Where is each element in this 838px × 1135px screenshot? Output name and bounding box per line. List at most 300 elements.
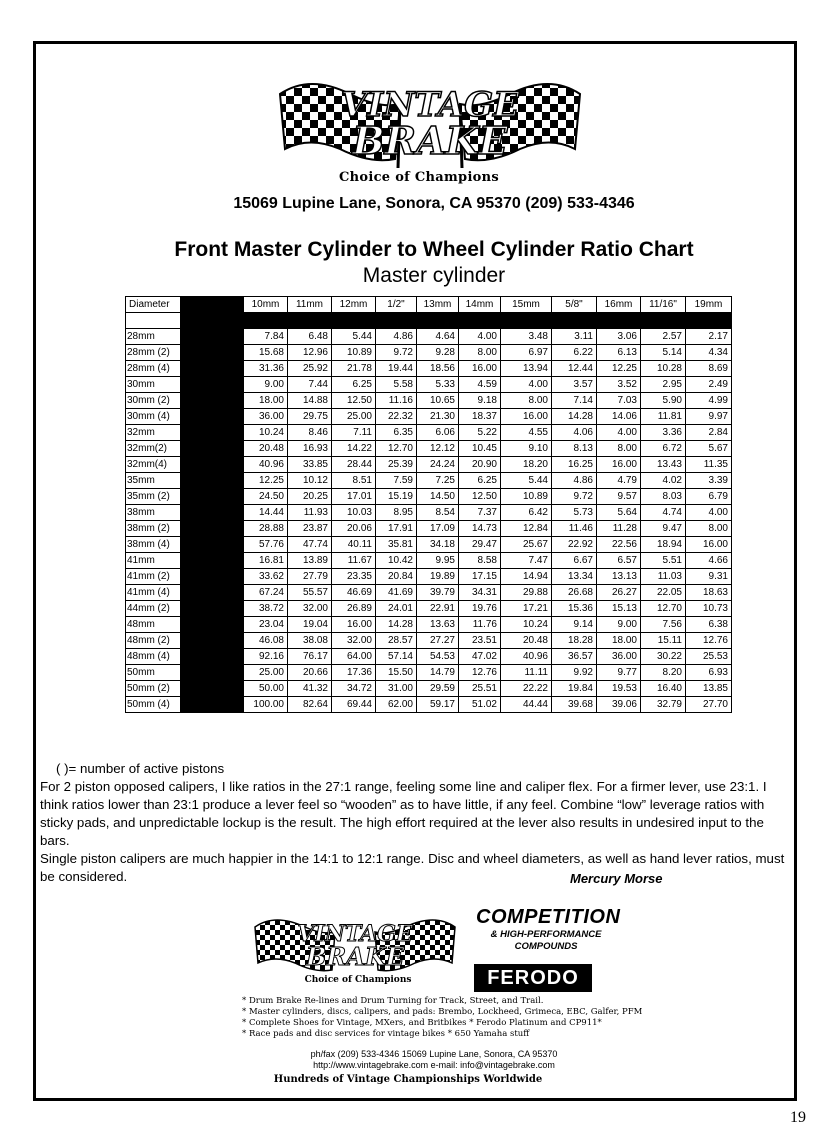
row-label: 30mm (2) <box>126 393 181 409</box>
black-column-cell <box>181 489 244 505</box>
ratio-cell: 10.65 <box>417 393 459 409</box>
row-label: 50mm (4) <box>126 697 181 713</box>
small-logo-tagline: Choice of Champions <box>304 975 412 985</box>
ratio-cell: 11.67 <box>332 553 376 569</box>
chart-title: Front Master Cylinder to Wheel Cylinder Ratio Chart <box>174 238 694 261</box>
ratio-cell: 24.24 <box>417 457 459 473</box>
ratio-cell: 29.59 <box>417 681 459 697</box>
ratio-cell: 32.00 <box>288 601 332 617</box>
ratio-cell: 32.00 <box>332 633 376 649</box>
ratio-cell: 28.44 <box>332 457 376 473</box>
row-label: 41mm <box>126 553 181 569</box>
ratio-cell: 5.67 <box>686 441 732 457</box>
ratio-cell: 16.00 <box>501 409 552 425</box>
ratio-cell: 8.54 <box>417 505 459 521</box>
ratio-cell: 50.00 <box>244 681 288 697</box>
ratio-cell: 5.44 <box>332 329 376 345</box>
ratio-cell: 6.06 <box>417 425 459 441</box>
logo-text-vintage: VINTAGE <box>340 85 520 125</box>
table-row <box>126 457 732 473</box>
table-row <box>126 377 732 393</box>
ratio-cell: 19.04 <box>288 617 332 633</box>
ratio-cell: 4.55 <box>501 425 552 441</box>
ratio-cell: 4.64 <box>417 329 459 345</box>
table-row <box>126 553 732 569</box>
ratio-cell: 12.70 <box>641 601 686 617</box>
ratio-cell: 39.68 <box>552 697 597 713</box>
black-column-cell <box>181 649 244 665</box>
ratio-cell: 14.79 <box>417 665 459 681</box>
table-row <box>126 345 732 361</box>
ratio-cell: 7.03 <box>597 393 641 409</box>
ratio-cell: 100.00 <box>244 697 288 713</box>
ratio-cell: 16.00 <box>332 617 376 633</box>
ratio-cell: 25.00 <box>244 665 288 681</box>
contact-phone-line: ph/fax (209) 533-4346 15069 Lupine Lane, Sonora, CA 95370 <box>310 1049 558 1059</box>
row-label: 38mm <box>126 505 181 521</box>
ratio-cell: 4.66 <box>686 553 732 569</box>
ratio-cell: 20.66 <box>288 665 332 681</box>
small-logo-text-vintage: VINTAGE <box>297 921 413 947</box>
ratio-cell: 21.30 <box>417 409 459 425</box>
table-row <box>126 521 732 537</box>
competition-line-2: COMPOUNDS <box>514 941 578 952</box>
notes-paragraph-2: Single piston calipers are much happier in the 14:1 to 12:1 range. Disc and wheel diameters, as well as hand lever ratios, must be considered. <box>40 851 785 884</box>
row-label: 38mm (4) <box>126 537 181 553</box>
ratio-cell: 12.50 <box>332 393 376 409</box>
ratio-cell: 4.86 <box>552 473 597 489</box>
row-label: 28mm (2) <box>126 345 181 361</box>
ratio-cell: 5.33 <box>417 377 459 393</box>
ratio-cell: 2.84 <box>686 425 732 441</box>
ratio-cell: 27.27 <box>417 633 459 649</box>
black-column-cell <box>181 361 244 377</box>
chart-subtitle: Master cylinder <box>362 264 506 287</box>
ratio-cell: 8.13 <box>552 441 597 457</box>
ratio-cell: 3.06 <box>597 329 641 345</box>
table-row <box>126 617 732 633</box>
ratio-cell: 13.13 <box>597 569 641 585</box>
ratio-cell: 13.43 <box>641 457 686 473</box>
ratio-cell: 44.44 <box>501 697 552 713</box>
ratio-cell: 18.37 <box>459 409 501 425</box>
ratio-cell: 6.48 <box>288 329 332 345</box>
ratio-cell: 25.67 <box>501 537 552 553</box>
ratio-cell: 14.88 <box>288 393 332 409</box>
ratio-cell: 13.34 <box>552 569 597 585</box>
ratio-cell: 40.96 <box>501 649 552 665</box>
table-row <box>126 585 732 601</box>
ratio-cell: 11.81 <box>641 409 686 425</box>
ratio-cell: 9.97 <box>686 409 732 425</box>
ratio-cell: 17.91 <box>376 521 417 537</box>
row-label: 48mm (2) <box>126 633 181 649</box>
ratio-cell: 38.72 <box>244 601 288 617</box>
black-column-cell <box>181 697 244 713</box>
ratio-cell: 4.02 <box>641 473 686 489</box>
ratio-cell: 22.91 <box>417 601 459 617</box>
ratio-cell: 5.64 <box>597 505 641 521</box>
ratio-cell: 8.00 <box>501 393 552 409</box>
black-column-cell <box>181 409 244 425</box>
ratio-cell: 4.00 <box>597 425 641 441</box>
ratio-cell: 6.35 <box>376 425 417 441</box>
column-header: 15mm <box>501 297 552 313</box>
ratio-cell: 10.45 <box>459 441 501 457</box>
ratio-cell: 5.14 <box>641 345 686 361</box>
ratio-cell: 5.73 <box>552 505 597 521</box>
ratio-cell: 4.59 <box>459 377 501 393</box>
ratio-cell: 36.00 <box>597 649 641 665</box>
black-band <box>181 313 732 329</box>
ratio-cell: 24.01 <box>376 601 417 617</box>
ratio-cell: 9.14 <box>552 617 597 633</box>
column-header: 12mm <box>332 297 376 313</box>
ratio-cell: 30.22 <box>641 649 686 665</box>
ratio-cell: 8.58 <box>459 553 501 569</box>
ratio-cell: 7.47 <box>501 553 552 569</box>
contact-web-line: http://www.vintagebrake.com e-mail: info@vintagebrake.com <box>313 1060 555 1070</box>
ratio-cell: 23.87 <box>288 521 332 537</box>
ratio-cell: 5.90 <box>641 393 686 409</box>
ratio-cell: 14.94 <box>501 569 552 585</box>
ratio-cell: 9.00 <box>244 377 288 393</box>
competition-block <box>476 906 621 953</box>
ratio-cell: 12.96 <box>288 345 332 361</box>
service-item: * Drum Brake Re-lines and Drum Turning for Track, Street, and Trail. <box>242 996 544 1006</box>
ratio-cell: 17.21 <box>501 601 552 617</box>
ratio-cell: 25.53 <box>686 649 732 665</box>
black-column-cell <box>181 345 244 361</box>
ratio-cell: 12.70 <box>376 441 417 457</box>
spacer-cell <box>126 313 181 329</box>
black-column-cell <box>181 601 244 617</box>
table-row <box>126 409 732 425</box>
ratio-cell: 14.44 <box>244 505 288 521</box>
ratio-cell: 22.22 <box>501 681 552 697</box>
black-column-cell <box>181 617 244 633</box>
ratio-cell: 17.15 <box>459 569 501 585</box>
ratio-cell: 8.00 <box>597 441 641 457</box>
table-row <box>126 665 732 681</box>
ratio-cell: 9.77 <box>597 665 641 681</box>
ratio-cell: 4.00 <box>459 329 501 345</box>
row-label: 50mm <box>126 665 181 681</box>
ratio-cell: 22.56 <box>597 537 641 553</box>
ratio-cell: 19.89 <box>417 569 459 585</box>
ratio-cell: 16.81 <box>244 553 288 569</box>
ratio-cell: 2.57 <box>641 329 686 345</box>
ratio-cell: 4.00 <box>501 377 552 393</box>
ratio-cell: 13.63 <box>417 617 459 633</box>
ratio-cell: 26.68 <box>552 585 597 601</box>
ratio-cell: 14.22 <box>332 441 376 457</box>
ratio-cell: 4.06 <box>552 425 597 441</box>
ratio-cell: 39.79 <box>417 585 459 601</box>
ratio-cell: 10.24 <box>244 425 288 441</box>
ratio-cell: 11.03 <box>641 569 686 585</box>
ratio-cell: 15.11 <box>641 633 686 649</box>
ratio-cell: 12.12 <box>417 441 459 457</box>
ratio-cell: 10.03 <box>332 505 376 521</box>
ratio-cell: 20.48 <box>244 441 288 457</box>
ratio-cell: 11.11 <box>501 665 552 681</box>
table-row <box>126 569 732 585</box>
ratio-cell: 64.00 <box>332 649 376 665</box>
ratio-cell: 59.17 <box>417 697 459 713</box>
table-row <box>126 601 732 617</box>
ratio-cell: 35.81 <box>376 537 417 553</box>
ratio-cell: 6.57 <box>597 553 641 569</box>
company-address: 15069 Lupine Lane, Sonora, CA 95370 (209) 533-4346 <box>233 195 635 212</box>
ratio-cell: 8.46 <box>288 425 332 441</box>
ratio-cell: 6.13 <box>597 345 641 361</box>
ratio-cell: 18.20 <box>501 457 552 473</box>
column-header: 10mm <box>244 297 288 313</box>
ratio-cell: 9.00 <box>597 617 641 633</box>
black-column-cell <box>181 393 244 409</box>
ratio-cell: 10.12 <box>288 473 332 489</box>
ratio-cell: 12.76 <box>459 665 501 681</box>
ratio-cell: 4.99 <box>686 393 732 409</box>
ratio-cell: 7.84 <box>244 329 288 345</box>
ratio-cell: 20.48 <box>501 633 552 649</box>
ratio-cell: 55.57 <box>288 585 332 601</box>
ratio-cell: 3.57 <box>552 377 597 393</box>
ratio-cell: 4.00 <box>686 505 732 521</box>
table-row <box>126 681 732 697</box>
ratio-cell: 23.51 <box>459 633 501 649</box>
ratio-cell: 34.72 <box>332 681 376 697</box>
ratio-cell: 3.48 <box>501 329 552 345</box>
ratio-cell: 10.89 <box>332 345 376 361</box>
ratio-cell: 20.06 <box>332 521 376 537</box>
ratio-cell: 6.72 <box>641 441 686 457</box>
small-logo-text-brake: BRAKE <box>305 942 405 971</box>
black-column-cell <box>181 521 244 537</box>
ratio-cell: 51.02 <box>459 697 501 713</box>
table-row <box>126 633 732 649</box>
ratio-cell: 76.17 <box>288 649 332 665</box>
ratio-cell: 2.49 <box>686 377 732 393</box>
ratio-cell: 25.51 <box>459 681 501 697</box>
ratio-cell: 4.86 <box>376 329 417 345</box>
ratio-cell: 14.06 <box>597 409 641 425</box>
ratio-cell: 62.00 <box>376 697 417 713</box>
ratio-cell: 22.05 <box>641 585 686 601</box>
column-header: 16mm <box>597 297 641 313</box>
ratio-cell: 47.74 <box>288 537 332 553</box>
ratio-cell: 21.78 <box>332 361 376 377</box>
ratio-cell: 11.93 <box>288 505 332 521</box>
ratio-cell: 33.85 <box>288 457 332 473</box>
ratio-cell: 14.28 <box>376 617 417 633</box>
ratio-cell: 5.22 <box>459 425 501 441</box>
ratio-cell: 8.69 <box>686 361 732 377</box>
ratio-cell: 15.13 <box>597 601 641 617</box>
ferodo-logo: FERODO <box>474 964 592 992</box>
ratio-cell: 20.25 <box>288 489 332 505</box>
ratio-cell: 41.69 <box>376 585 417 601</box>
author-name: Mercury Morse <box>570 871 663 886</box>
black-column-cell <box>181 329 244 345</box>
ratio-cell: 11.76 <box>459 617 501 633</box>
ratio-cell: 25.92 <box>288 361 332 377</box>
ratio-cell: 31.00 <box>376 681 417 697</box>
row-label: 28mm <box>126 329 181 345</box>
ratio-cell: 10.73 <box>686 601 732 617</box>
ratio-cell: 9.10 <box>501 441 552 457</box>
ratio-cell: 36.57 <box>552 649 597 665</box>
ratio-cell: 23.04 <box>244 617 288 633</box>
ratio-cell: 18.28 <box>552 633 597 649</box>
row-label: 48mm <box>126 617 181 633</box>
ratio-cell: 41.32 <box>288 681 332 697</box>
ratio-cell: 16.93 <box>288 441 332 457</box>
column-header: 14mm <box>459 297 501 313</box>
ratio-cell: 6.79 <box>686 489 732 505</box>
ratio-cell: 8.03 <box>641 489 686 505</box>
ratio-cell: 8.20 <box>641 665 686 681</box>
vintage-brake-logo <box>270 64 590 172</box>
ratio-cell: 39.06 <box>597 697 641 713</box>
blank-header-cell <box>181 297 244 313</box>
ratio-cell: 9.92 <box>552 665 597 681</box>
ratio-cell: 9.95 <box>417 553 459 569</box>
ratio-cell: 47.02 <box>459 649 501 665</box>
table-row <box>126 473 732 489</box>
ratio-cell: 15.19 <box>376 489 417 505</box>
column-header: 1/2" <box>376 297 417 313</box>
column-header: 19mm <box>686 297 732 313</box>
ratio-cell: 16.40 <box>641 681 686 697</box>
notes <box>40 760 792 886</box>
black-column-cell <box>181 425 244 441</box>
table-row <box>126 329 732 345</box>
ratio-cell: 7.59 <box>376 473 417 489</box>
ratio-cell: 18.00 <box>244 393 288 409</box>
ratio-cell: 29.47 <box>459 537 501 553</box>
ratio-cell: 9.47 <box>641 521 686 537</box>
ratio-cell: 9.72 <box>552 489 597 505</box>
ratio-cell: 4.74 <box>641 505 686 521</box>
ratio-cell: 11.28 <box>597 521 641 537</box>
ratio-cell: 6.22 <box>552 345 597 361</box>
ratio-cell: 12.50 <box>459 489 501 505</box>
table-row <box>126 505 732 521</box>
notes-paragraph-1: For 2 piston opposed calipers, I like ratios in the 27:1 range, feeling some line and caliper flex. For a firmer lever, use 23:1. I think ratios lower than 23:1 produce a lever feel so “wooden” as to have little, if any feel. Combine “low” leverage ratios with sticky pads, and unpredictable lockup is the result. The high effort required at the lever also results in undesired input to the bars. <box>40 779 767 848</box>
ratio-cell: 31.36 <box>244 361 288 377</box>
competition-line-1: & HIGH-PERFORMANCE <box>490 929 602 940</box>
black-column-cell <box>181 553 244 569</box>
ratio-cell: 22.92 <box>552 537 597 553</box>
ratio-cell: 25.00 <box>332 409 376 425</box>
black-column-cell <box>181 681 244 697</box>
table-row <box>126 537 732 553</box>
ratio-cell: 38.08 <box>288 633 332 649</box>
legend-note: ( )= number of active pistons <box>56 761 225 776</box>
ratio-cell: 24.50 <box>244 489 288 505</box>
brand-tagline: Choice of Champions <box>338 170 500 185</box>
ratio-cell: 19.53 <box>597 681 641 697</box>
column-header-diameter: Diameter <box>126 297 181 313</box>
ratio-cell: 3.36 <box>641 425 686 441</box>
row-label: 41mm (2) <box>126 569 181 585</box>
ratio-cell: 57.14 <box>376 649 417 665</box>
table-row <box>126 697 732 713</box>
ratio-cell: 16.00 <box>597 457 641 473</box>
ratio-cell: 7.25 <box>417 473 459 489</box>
row-label: 35mm <box>126 473 181 489</box>
row-label: 28mm (4) <box>126 361 181 377</box>
black-column-cell <box>181 569 244 585</box>
ratio-cell: 12.76 <box>686 633 732 649</box>
service-item: * Race pads and disc services for vintage bikes * 650 Yamaha stuff <box>242 1029 530 1039</box>
ratio-cell: 27.79 <box>288 569 332 585</box>
ratio-cell: 29.88 <box>501 585 552 601</box>
black-column-cell <box>181 585 244 601</box>
black-column-cell <box>181 441 244 457</box>
black-column-cell <box>181 505 244 521</box>
black-column-cell <box>181 457 244 473</box>
ratio-cell: 19.44 <box>376 361 417 377</box>
row-label: 44mm (2) <box>126 601 181 617</box>
ratio-cell: 7.11 <box>332 425 376 441</box>
ratio-cell: 11.35 <box>686 457 732 473</box>
page-number: 19 <box>790 1109 806 1126</box>
ratio-cell: 6.25 <box>332 377 376 393</box>
black-column-cell <box>181 537 244 553</box>
ratio-cell: 36.00 <box>244 409 288 425</box>
ratio-cell: 8.51 <box>332 473 376 489</box>
ratio-cell: 6.25 <box>459 473 501 489</box>
ratio-cell: 69.44 <box>332 697 376 713</box>
column-header: 11/16" <box>641 297 686 313</box>
ratio-cell: 67.24 <box>244 585 288 601</box>
ratio-cell: 3.52 <box>597 377 641 393</box>
row-label: 30mm <box>126 377 181 393</box>
ratio-cell: 14.28 <box>552 409 597 425</box>
ratio-cell: 3.11 <box>552 329 597 345</box>
ratio-cell: 9.28 <box>417 345 459 361</box>
ratio-cell: 5.51 <box>641 553 686 569</box>
table-row <box>126 649 732 665</box>
row-label: 30mm (4) <box>126 409 181 425</box>
ratio-cell: 92.16 <box>244 649 288 665</box>
services-list <box>242 996 642 1040</box>
ratio-cell: 27.70 <box>686 697 732 713</box>
ratio-cell: 3.39 <box>686 473 732 489</box>
ratio-cell: 46.69 <box>332 585 376 601</box>
ratio-cell: 7.44 <box>288 377 332 393</box>
ratio-cell: 8.95 <box>376 505 417 521</box>
vintage-brake-small-logo <box>250 905 460 979</box>
ratio-cell: 10.24 <box>501 617 552 633</box>
ratio-cell: 33.62 <box>244 569 288 585</box>
ratio-cell: 12.44 <box>552 361 597 377</box>
black-column-cell <box>181 633 244 649</box>
worldwide-slogan: Hundreds of Vintage Championships Worldwide <box>273 1074 543 1085</box>
ratio-cell: 4.34 <box>686 345 732 361</box>
column-header: 5/8" <box>552 297 597 313</box>
ratio-cell: 32.79 <box>641 697 686 713</box>
ratio-cell: 18.56 <box>417 361 459 377</box>
ratio-cell: 17.09 <box>417 521 459 537</box>
table-row <box>126 393 732 409</box>
ratio-cell: 13.85 <box>686 681 732 697</box>
ratio-cell: 20.84 <box>376 569 417 585</box>
ratio-table <box>125 296 732 713</box>
